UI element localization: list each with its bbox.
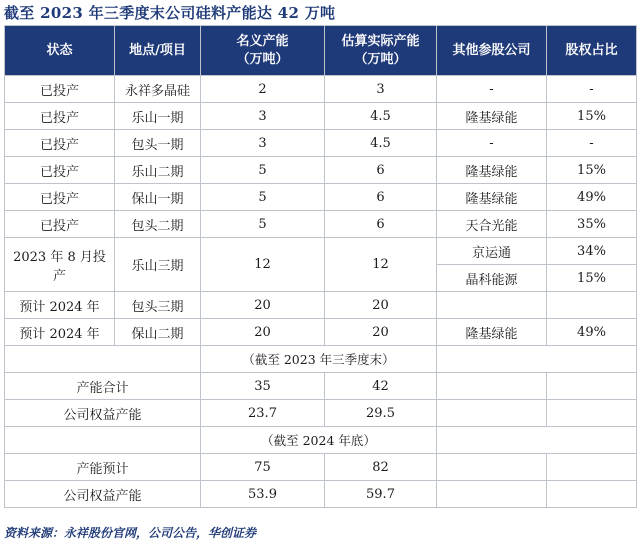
cell-location: 永祥多晶硅 [115, 76, 201, 103]
summary-label: 产能预计 [5, 454, 201, 481]
cell-location: 乐山一期 [115, 103, 201, 130]
summary-label: 产能合计 [5, 373, 201, 400]
summary-row [5, 373, 637, 400]
summary-estimated: 29.5 [325, 400, 437, 427]
cell-partner: - [437, 130, 547, 157]
summary-nominal: 75 [201, 454, 325, 481]
header-row [5, 26, 637, 76]
cell-nominal: 3 [201, 130, 325, 157]
cell-nominal: 5 [201, 157, 325, 184]
summary-row [5, 400, 637, 427]
cell-partner: 晶科能源 [437, 265, 547, 292]
cell-nominal: 2 [201, 76, 325, 103]
header-location: 地点/项目 [115, 26, 201, 76]
cell-share: - [547, 76, 637, 103]
cell-share: 35% [547, 211, 637, 238]
section-row-2024 [5, 427, 637, 454]
cell-location: 乐山二期 [115, 157, 201, 184]
summary-label: 公司权益产能 [5, 400, 201, 427]
cell-share: 15% [547, 265, 637, 292]
cell-estimated: 3 [325, 76, 437, 103]
cell-nominal: 5 [201, 211, 325, 238]
cell-status: 预计 2024 年 [5, 292, 115, 319]
cell-location: 包头二期 [115, 211, 201, 238]
cell-status: 已投产 [5, 157, 115, 184]
summary-estimated: 42 [325, 373, 437, 400]
header-nominal-capacity [201, 26, 325, 76]
header-nominal-line2: （万吨） [236, 51, 289, 67]
table-row [5, 184, 637, 211]
cell-share: 15% [547, 157, 637, 184]
header-partners: 其他参股公司 [437, 26, 547, 76]
section-label-2024: （截至 2024 年底） [201, 427, 437, 454]
cell-nominal: 20 [201, 319, 325, 346]
summary-nominal: 35 [201, 373, 325, 400]
cell-partner: 隆基绿能 [437, 184, 547, 211]
summary-row [5, 481, 637, 508]
table-row [5, 76, 637, 103]
header-share: 股权占比 [547, 26, 637, 76]
summary-label: 公司权益产能 [5, 481, 201, 508]
cell-share: 49% [547, 319, 637, 346]
table-row [5, 130, 637, 157]
cell-share: 15% [547, 103, 637, 130]
cell-status: 预计 2024 年 [5, 319, 115, 346]
cell-nominal: 3 [201, 103, 325, 130]
section-row-2023 [5, 346, 637, 373]
cell-estimated: 6 [325, 157, 437, 184]
cell-estimated: 6 [325, 184, 437, 211]
cell-share: 34% [547, 238, 637, 265]
cell-estimated: 6 [325, 211, 437, 238]
cell-share: - [547, 130, 637, 157]
page-title: 截至 2023 年三季度末公司硅料产能达 42 万吨 [4, 4, 336, 22]
summary-nominal: 23.7 [201, 400, 325, 427]
cell-estimated: 4.5 [325, 103, 437, 130]
cell-estimated: 20 [325, 319, 437, 346]
summary-estimated: 82 [325, 454, 437, 481]
cell-status: 已投产 [5, 103, 115, 130]
cell-partner [437, 292, 547, 319]
cell-nominal: 12 [201, 238, 325, 292]
cell-location: 包头三期 [115, 292, 201, 319]
cell-nominal: 20 [201, 292, 325, 319]
cell-estimated: 12 [325, 238, 437, 292]
cell-estimated: 4.5 [325, 130, 437, 157]
cell-partner: 隆基绿能 [437, 319, 547, 346]
cell-share [547, 292, 637, 319]
cell-partner: 隆基绿能 [437, 157, 547, 184]
cell-share: 49% [547, 184, 637, 211]
table-row [5, 319, 637, 346]
summary-nominal: 53.9 [201, 481, 325, 508]
header-estimated-line2: （万吨） [354, 51, 407, 67]
cell-partner: 京运通 [437, 238, 547, 265]
source-note: 资料来源：永祥股份官网，公司公告，华创证券 [4, 526, 257, 540]
table-row [5, 238, 637, 265]
cell-status: 已投产 [5, 184, 115, 211]
summary-row [5, 454, 637, 481]
summary-estimated: 59.7 [325, 481, 437, 508]
cell-partner: 隆基绿能 [437, 103, 547, 130]
cell-location: 保山二期 [115, 319, 201, 346]
table-row [5, 211, 637, 238]
capacity-table-container [4, 25, 636, 508]
cell-status: 已投产 [5, 211, 115, 238]
section-label-2023: （截至 2023 年三季度末） [201, 346, 437, 373]
cell-location: 乐山三期 [115, 238, 201, 292]
header-estimated-capacity [325, 26, 437, 76]
table-row [5, 157, 637, 184]
cell-partner: 天合光能 [437, 211, 547, 238]
cell-status: 已投产 [5, 130, 115, 157]
header-nominal-line1: 名义产能 [236, 33, 289, 49]
header-estimated-line1: 估算实际产能 [341, 33, 420, 49]
cell-partner: - [437, 76, 547, 103]
capacity-table [4, 25, 637, 508]
cell-location: 包头一期 [115, 130, 201, 157]
table-row [5, 292, 637, 319]
cell-status: 2023 年 8 月投产 [5, 238, 115, 292]
cell-location: 保山一期 [115, 184, 201, 211]
header-status: 状态 [5, 26, 115, 76]
cell-estimated: 20 [325, 292, 437, 319]
cell-status: 已投产 [5, 76, 115, 103]
cell-nominal: 5 [201, 184, 325, 211]
table-row [5, 103, 637, 130]
